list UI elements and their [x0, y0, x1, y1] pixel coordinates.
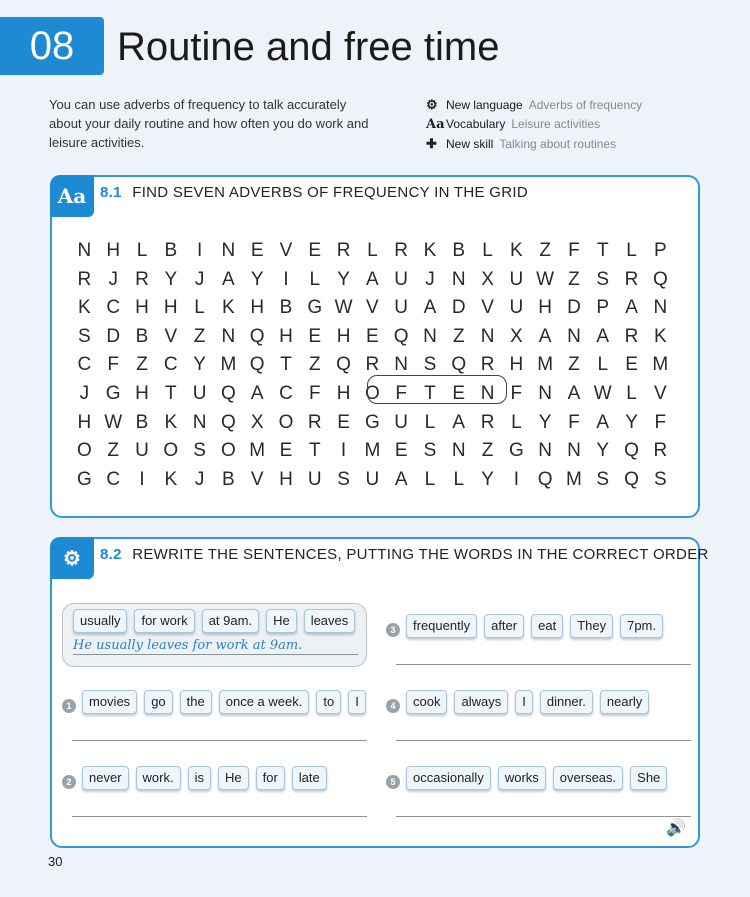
grid-letter[interactable]: L — [453, 468, 465, 490]
grid-letter[interactable]: Q — [220, 411, 236, 433]
grid-letter[interactable]: V — [366, 297, 379, 319]
grid-letter[interactable]: R — [624, 268, 639, 290]
grid-letter[interactable]: O — [278, 411, 294, 433]
grid-letter[interactable]: C — [77, 354, 92, 376]
grid-letter[interactable]: L — [626, 240, 637, 261]
word-tile[interactable]: the — [180, 690, 212, 714]
grid-letter[interactable]: E — [394, 440, 408, 462]
word-tile[interactable]: go — [144, 690, 172, 714]
grid-letter[interactable]: Q — [249, 354, 265, 376]
grid-letter[interactable]: R — [653, 440, 668, 462]
grid-letter[interactable]: I — [283, 268, 289, 290]
word-tile[interactable]: occasionally — [406, 766, 491, 790]
grid-letter[interactable]: H — [135, 297, 149, 319]
grid-letter[interactable]: K — [423, 240, 437, 261]
grid-row — [70, 237, 675, 266]
grid-letter[interactable]: T — [164, 382, 177, 404]
grid-letter[interactable]: X — [510, 325, 523, 347]
word-tiles — [406, 766, 667, 790]
grid-letter[interactable]: A — [596, 411, 610, 433]
question-number: 2 — [62, 775, 76, 789]
grid-letter[interactable]: T — [596, 240, 609, 261]
grid-letter[interactable]: S — [596, 468, 610, 490]
exercise-heading — [100, 184, 528, 201]
grid-letter[interactable]: R — [480, 354, 495, 376]
goal-label: Vocabulary — [446, 117, 506, 132]
grid-letter[interactable]: A — [567, 382, 581, 404]
grid-letter[interactable]: S — [193, 440, 206, 462]
word-tile[interactable]: usually — [73, 609, 127, 633]
answer-line[interactable] — [72, 740, 367, 741]
grid-letter[interactable]: Y — [596, 440, 610, 462]
goal-desc: Talking about routines — [499, 136, 617, 151]
grid-letter[interactable]: Z — [568, 268, 580, 290]
grid-letter[interactable]: V — [279, 240, 293, 261]
grid-letter[interactable]: F — [395, 382, 407, 404]
goal-desc: Leisure activities — [511, 117, 601, 132]
grid-letter[interactable]: F — [308, 382, 321, 404]
grid-letter[interactable]: N — [221, 325, 236, 347]
grid-letter[interactable]: N — [451, 440, 466, 462]
grid-letter[interactable]: Y — [337, 268, 350, 290]
grid-letter[interactable]: G — [105, 382, 121, 404]
grid-letter[interactable]: S — [596, 268, 610, 290]
grid-letter[interactable]: B — [222, 468, 235, 490]
grid-letter[interactable]: K — [222, 297, 235, 319]
goal-label: New skill — [446, 136, 494, 151]
grid-letter[interactable]: G — [508, 440, 524, 462]
word-tile[interactable]: He — [218, 766, 249, 790]
grid-letter[interactable]: T — [424, 382, 436, 404]
grid-letter[interactable]: K — [164, 411, 178, 433]
grid-letter[interactable]: N — [394, 354, 409, 376]
intro-text: You can use adverbs of frequency to talk accurately about your daily routine and how often you do work and leisure activities. — [49, 97, 369, 150]
grid-letter[interactable]: J — [108, 268, 118, 290]
grid-letter[interactable]: N — [192, 411, 207, 433]
question-number: 5 — [386, 775, 400, 789]
exercise-8-2-panel — [50, 537, 709, 848]
grid-letter[interactable]: E — [279, 440, 293, 462]
grid-letter[interactable]: U — [394, 268, 409, 290]
exercise-title: FIND SEVEN ADVERBS OF FREQUENCY IN THE GRID — [132, 184, 528, 201]
grid-letter[interactable]: Z — [107, 440, 119, 462]
grid-letter[interactable]: R — [394, 240, 409, 261]
grid-letter[interactable]: U — [509, 297, 524, 319]
grid-letter[interactable]: M — [249, 440, 266, 462]
grid-letter[interactable]: H — [279, 325, 293, 347]
grid-letter[interactable]: V — [653, 382, 667, 404]
word-tile[interactable]: late — [292, 766, 327, 790]
question-number: 4 — [386, 699, 400, 713]
exercise-title: REWRITE THE SENTENCES, PUTTING THE WORDS IN THE CORRECT ORDER — [132, 546, 709, 563]
word-tile[interactable]: to — [316, 690, 341, 714]
grid-letter[interactable]: A — [394, 468, 408, 490]
grid-letter[interactable]: M — [566, 468, 582, 490]
grid-letter[interactable]: C — [279, 382, 293, 404]
grid-letter[interactable]: B — [135, 411, 149, 433]
grid-letter[interactable]: U — [365, 468, 380, 490]
grid-letter[interactable]: S — [423, 354, 437, 376]
learning-goals — [426, 95, 642, 154]
grid-letter[interactable]: M — [537, 354, 554, 376]
grid-letter[interactable]: J — [425, 268, 435, 290]
grid-letter[interactable]: A — [222, 268, 235, 290]
word-tiles — [82, 690, 366, 714]
grid-letter[interactable]: N — [77, 240, 92, 261]
grid-letter[interactable]: D — [106, 325, 121, 347]
grid-letter[interactable]: Z — [481, 440, 494, 462]
grid-letter[interactable]: J — [194, 468, 205, 490]
grid-letter[interactable]: P — [596, 297, 610, 319]
gears-icon: ⚙ — [50, 537, 94, 579]
word-tile[interactable]: I — [515, 690, 533, 714]
word-tile[interactable]: He — [266, 609, 297, 633]
grid-letter[interactable]: M — [364, 440, 381, 462]
word-tile[interactable]: movies — [82, 690, 137, 714]
grid-row — [70, 466, 675, 495]
word-tile[interactable]: frequently — [406, 614, 477, 638]
grid-letter[interactable]: Y — [193, 354, 206, 376]
grid-letter[interactable]: H — [336, 382, 351, 404]
grid-letter[interactable]: G — [77, 468, 92, 490]
grid-letter[interactable]: N — [538, 440, 553, 462]
grid-letter[interactable]: U — [509, 268, 524, 290]
grid-letter[interactable]: N — [423, 325, 437, 347]
grid-letter[interactable]: A — [596, 325, 610, 347]
grid-letter[interactable]: A — [452, 411, 466, 433]
grid-letter[interactable]: K — [78, 297, 91, 319]
puzzle-icon: ✚ — [426, 135, 437, 151]
word-tile[interactable]: work. — [136, 766, 181, 790]
grid-letter[interactable]: R — [336, 240, 351, 261]
grid-letter[interactable]: A — [423, 297, 437, 319]
grid-letter[interactable]: E — [452, 382, 466, 404]
word-tile[interactable]: leaves — [304, 609, 356, 633]
grid-letter[interactable]: R — [365, 354, 380, 376]
grid-letter[interactable]: G — [307, 297, 323, 319]
grid-letter[interactable]: Q — [624, 468, 639, 490]
grid-letter[interactable]: Y — [538, 411, 552, 433]
grid-letter[interactable]: Q — [624, 440, 639, 462]
grid-letter[interactable]: R — [624, 325, 639, 347]
aa-icon: Aa — [50, 175, 94, 217]
grid-letter[interactable]: W — [536, 268, 555, 290]
question-1 — [62, 685, 367, 755]
word-tile[interactable]: always — [454, 690, 508, 714]
word-tiles — [73, 609, 355, 633]
grid-letter[interactable]: V — [164, 325, 178, 347]
question-2 — [62, 761, 367, 831]
grid-letter[interactable]: I — [513, 468, 519, 490]
grid-letter[interactable]: R — [480, 411, 495, 433]
grid-letter[interactable]: E — [308, 240, 322, 261]
grid-letter[interactable]: R — [77, 268, 92, 290]
grid-letter[interactable]: S — [653, 468, 667, 490]
grid-letter[interactable]: T — [280, 354, 292, 376]
grid-letter[interactable]: N — [451, 268, 466, 290]
word-tile[interactable]: nearly — [600, 690, 649, 714]
grid-letter[interactable]: L — [367, 240, 378, 261]
goal-new-language — [426, 95, 642, 115]
grid-letter[interactable]: G — [364, 411, 380, 433]
grid-letter[interactable]: N — [653, 297, 668, 319]
grid-letter[interactable]: L — [597, 354, 609, 376]
chapter-number: 08 — [0, 17, 104, 75]
grid-letter[interactable]: W — [334, 297, 353, 319]
grid-letter[interactable]: N — [538, 382, 553, 404]
grid-letter[interactable]: Q — [249, 325, 265, 347]
grid-letter[interactable]: E — [250, 240, 264, 261]
answer-line[interactable] — [396, 740, 691, 741]
grid-letter[interactable]: D — [567, 297, 581, 319]
word-tile[interactable]: dinner. — [540, 690, 593, 714]
grid-letter[interactable]: K — [164, 468, 178, 490]
grid-letter[interactable]: L — [482, 240, 493, 261]
grid-letter[interactable]: Q — [393, 325, 409, 347]
grid-row — [70, 266, 675, 295]
word-tile[interactable]: eat — [531, 614, 563, 638]
grid-letter[interactable]: Q — [451, 354, 467, 376]
grid-letter[interactable]: F — [654, 411, 667, 433]
grid-letter[interactable]: J — [79, 382, 90, 404]
grid-letter[interactable]: L — [511, 411, 522, 433]
word-tile[interactable]: They — [570, 614, 613, 638]
grid-letter[interactable]: Z — [308, 354, 321, 376]
grid-letter[interactable]: V — [250, 468, 264, 490]
grid-letter[interactable]: U — [394, 297, 409, 319]
grid-letter[interactable]: H — [135, 382, 149, 404]
grid-letter[interactable]: H — [163, 297, 178, 319]
grid-row — [70, 323, 675, 352]
grid-letter[interactable]: N — [480, 325, 495, 347]
grid-letter[interactable]: A — [250, 382, 264, 404]
word-tiles — [406, 690, 649, 714]
grid-letter[interactable]: V — [481, 297, 494, 319]
answer-line[interactable] — [396, 664, 691, 665]
grid-letter[interactable]: L — [309, 268, 321, 290]
goal-vocabulary — [426, 115, 642, 135]
answer-line[interactable] — [396, 816, 691, 817]
word-tile[interactable]: 7pm. — [620, 614, 663, 638]
grid-letter[interactable]: N — [221, 240, 236, 261]
grid-letter[interactable]: O — [220, 440, 236, 462]
grid-letter[interactable]: Z — [452, 325, 465, 347]
grid-letter[interactable]: E — [308, 325, 322, 347]
question-5 — [386, 761, 691, 831]
grid-letter[interactable]: P — [653, 240, 667, 261]
grid-letter[interactable]: H — [250, 297, 265, 319]
audio-icon[interactable]: 🔊 — [666, 820, 686, 837]
grid-letter[interactable]: H — [509, 354, 524, 376]
grid-letter[interactable]: I — [340, 440, 347, 462]
grid-letter[interactable]: Q — [220, 382, 236, 404]
grid-letter[interactable]: A — [625, 297, 638, 319]
question-number: 3 — [386, 623, 400, 637]
grid-letter[interactable]: E — [366, 325, 379, 347]
word-tile[interactable]: for — [256, 766, 285, 790]
grid-letter[interactable]: H — [336, 325, 351, 347]
grid-letter[interactable]: A — [538, 325, 552, 347]
goal-desc: Adverbs of frequency — [528, 97, 643, 112]
word-tile[interactable]: after — [484, 614, 524, 638]
grid-letter[interactable]: O — [163, 440, 179, 462]
grid-letter[interactable]: Q — [537, 468, 553, 490]
page-number: 30 — [48, 854, 63, 869]
grid-letter[interactable]: M — [220, 354, 237, 376]
example-question — [62, 603, 367, 667]
grid-letter[interactable]: Q — [336, 354, 351, 376]
grid-letter[interactable]: T — [308, 440, 321, 462]
exercise-number: 8.2 — [100, 546, 122, 563]
grid-row — [70, 409, 675, 438]
word-search-grid[interactable] — [70, 237, 675, 494]
grid-letter[interactable]: W — [593, 382, 612, 404]
word-tile[interactable]: once a week. — [219, 690, 310, 714]
grid-letter[interactable]: U — [394, 411, 409, 433]
grid-letter[interactable]: X — [481, 268, 494, 290]
grid-letter[interactable]: H — [538, 297, 553, 319]
word-tile[interactable]: I — [348, 690, 366, 714]
grid-letter[interactable]: Y — [625, 411, 638, 433]
grid-letter[interactable]: Z — [539, 240, 551, 261]
grid-letter[interactable]: L — [626, 382, 637, 404]
grid-letter[interactable]: B — [452, 240, 466, 261]
word-tile[interactable]: cook — [406, 690, 447, 714]
grid-letter[interactable]: U — [135, 440, 149, 462]
found-word-circle — [367, 375, 507, 404]
word-tile[interactable]: works — [498, 766, 546, 790]
grid-letter[interactable]: C — [106, 297, 121, 319]
grid-row — [70, 294, 675, 323]
question-3 — [386, 609, 691, 679]
grid-letter[interactable]: F — [568, 240, 580, 261]
word-tile[interactable]: at 9am. — [202, 609, 259, 633]
question-number: 1 — [62, 699, 76, 713]
grid-letter[interactable]: Q — [652, 268, 668, 290]
word-tile[interactable]: overseas. — [553, 766, 623, 790]
question-4 — [386, 685, 691, 755]
grid-letter[interactable]: L — [194, 297, 205, 319]
grid-letter[interactable]: F — [510, 382, 523, 404]
word-tile[interactable]: never — [82, 766, 129, 790]
grid-letter[interactable]: I — [139, 468, 145, 490]
answer-line[interactable] — [72, 816, 367, 817]
grid-letter[interactable]: D — [451, 297, 466, 319]
grid-letter[interactable]: R — [135, 268, 149, 290]
exercise-number: 8.1 — [100, 184, 122, 201]
grid-letter[interactable]: N — [480, 382, 495, 404]
exercise-8-1-panel — [50, 175, 700, 518]
grid-letter[interactable]: C — [163, 354, 178, 376]
word-tiles — [82, 766, 327, 790]
word-tile[interactable]: She — [630, 766, 667, 790]
grid-letter[interactable]: Y — [164, 268, 178, 290]
goal-label: New language — [446, 97, 523, 112]
grid-letter[interactable]: F — [107, 354, 119, 376]
grid-letter[interactable]: B — [135, 325, 149, 347]
grid-letter[interactable]: X — [250, 411, 264, 433]
grid-letter[interactable]: U — [307, 468, 322, 490]
exercise-heading — [100, 546, 709, 563]
grid-letter[interactable]: W — [104, 411, 123, 433]
grid-letter[interactable]: J — [194, 268, 205, 290]
aa-icon: Aa — [426, 116, 445, 132]
word-tile[interactable]: for work — [134, 609, 194, 633]
grid-letter[interactable]: O — [364, 382, 380, 404]
grid-letter[interactable]: I — [196, 240, 203, 261]
grid-letter[interactable]: E — [337, 411, 350, 433]
grid-letter[interactable]: L — [424, 411, 436, 433]
grid-letter[interactable]: Z — [568, 354, 580, 376]
grid-letter[interactable]: N — [567, 440, 581, 462]
grid-letter[interactable]: H — [106, 240, 121, 261]
grid-letter[interactable]: U — [192, 382, 207, 404]
grid-letter[interactable]: F — [568, 411, 580, 433]
grid-letter[interactable]: H — [77, 411, 92, 433]
grid-letter[interactable]: M — [652, 354, 669, 376]
grid-letter[interactable]: K — [510, 240, 523, 261]
grid-letter[interactable]: O — [77, 440, 92, 462]
grid-letter[interactable]: N — [567, 325, 581, 347]
grid-letter[interactable]: H — [279, 468, 293, 490]
grid-letter[interactable]: L — [424, 468, 436, 490]
grid-letter[interactable]: B — [279, 297, 293, 319]
grid-letter[interactable]: K — [653, 325, 667, 347]
chapter-title: Routine and free time — [117, 25, 500, 69]
grid-letter[interactable]: Y — [250, 268, 264, 290]
grid-letter[interactable]: Y — [481, 468, 494, 490]
word-tile[interactable]: is — [188, 766, 211, 790]
gears-icon: ⚙ — [426, 96, 438, 112]
goal-new-skill — [426, 134, 642, 154]
grid-letter[interactable]: S — [78, 325, 91, 347]
grid-letter[interactable]: C — [106, 468, 121, 490]
grid-letter[interactable]: S — [337, 468, 350, 490]
grid-letter[interactable]: Z — [193, 325, 206, 347]
word-tiles — [406, 614, 663, 638]
grid-row — [70, 437, 675, 466]
grid-letter[interactable]: Z — [136, 354, 148, 376]
grid-letter[interactable]: L — [136, 240, 148, 261]
grid-letter[interactable]: S — [423, 440, 437, 462]
example-answer: He usually leaves for work at 9am. — [73, 638, 358, 655]
grid-letter[interactable]: E — [625, 354, 638, 376]
grid-letter[interactable]: A — [366, 268, 379, 290]
grid-letter[interactable]: R — [307, 411, 322, 433]
grid-letter[interactable]: B — [164, 240, 178, 261]
